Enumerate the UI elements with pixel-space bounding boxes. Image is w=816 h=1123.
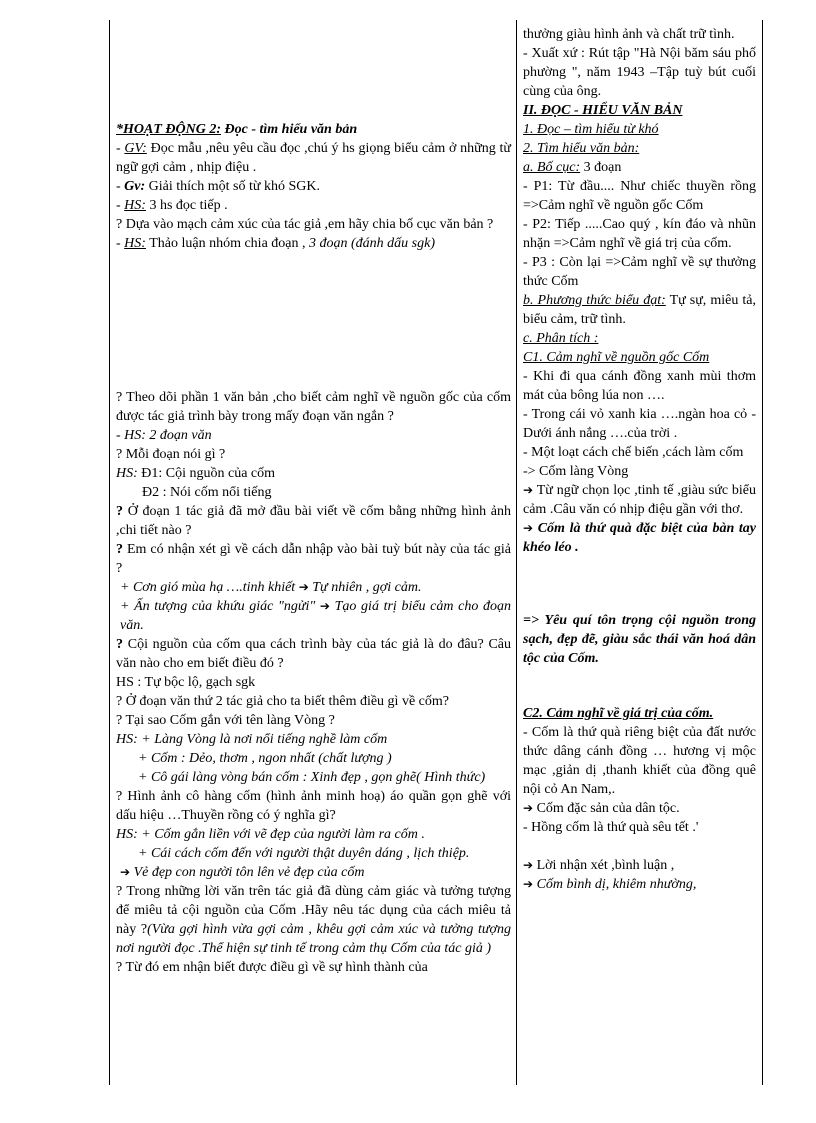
hs4-label: HS: (116, 466, 138, 481)
table-border-left (109, 20, 110, 1085)
question-7: ? Ở đoạn văn thứ 2 tác giả cho ta biết thêm điều gì về cốm? (116, 694, 449, 709)
right-line-7-text: Từ ngữ chọn lọc ,tinh tế ,giàu sức biểu cảm .Câu văn có nhịp điệu gần với thơ. (523, 483, 757, 517)
right-line-12-text: Lời nhận xét ,bình luận , (536, 858, 675, 873)
conclusion-1-text: Vẻ đẹp con người tôn lên vẻ đẹp của cốm (133, 865, 365, 880)
right-line-4: - Trong cái vỏ xanh kia ….ngàn hoa cỏ - Dưới ánh nắng ….của trời . (523, 407, 756, 441)
arrow-right-icon: ➔ (523, 483, 534, 497)
hs1-text: 3 hs đọc tiếp . (149, 198, 228, 213)
table-divider (516, 20, 517, 1085)
gv-line-1: - GV: Đọc mẫu ,nêu yêu cầu đọc ,chú ý hs giọng biểu cảm ở những từ ngữ gợi cảm , nhịp điệu . (116, 141, 511, 175)
arrow-right-icon: ➔ (523, 521, 534, 535)
right-line-13-text: Cốm bình dị, khiêm nhường, (536, 877, 697, 892)
lesson-table (109, 20, 763, 1085)
expression-label: b. Phương thức biểu đạt: (523, 293, 666, 308)
part-2: - P2: Tiếp .....Cao quý , kín đáo và nhũn nhặn =>Cảm nghĩ về giá trị của cốm. (523, 217, 756, 251)
structure-line (523, 158, 756, 177)
arrow-right-icon: ➔ (319, 599, 330, 613)
expression-text: Tự sự, miêu tả, biểu cảm, trữ tình. (523, 293, 757, 327)
hs2-label: HS: (124, 236, 146, 251)
activity-heading (116, 120, 511, 139)
question-10-text: ? Trong những lời văn trên tác giả đã dùng cảm giác và tưởng tượng để miêu tả cội nguồn của Cốm .Hãy nêu tác dụng của cách miêu tả này ? (116, 884, 511, 937)
arrow-right-icon: ➔ (120, 865, 131, 879)
question-11: ? Từ đó em nhận biết được điều gì về sự hình thành của (116, 960, 428, 975)
question-3: ? Mỗi đoạn nói gì ? (116, 447, 226, 462)
arrow-right-icon: ➔ (523, 877, 534, 891)
answer-5-1-left: + Cơn gió mùa hạ ….tinh khiết (120, 580, 296, 595)
hs-line-2: - HS: Thảo luận nhóm chia đoạn , 3 đoạn (đánh dấu sgk) (116, 236, 435, 251)
question-5 (116, 540, 511, 578)
hs-line-6-1: HS: + Làng Vòng là nơi nổi tiếng nghề làm cốm (116, 732, 388, 747)
question-9: ? Hình ảnh cô hàng cốm (hình ảnh minh hoạ) áo quần gọn ghẽ với dấu hiệu …Thuyền rồng có ý nghĩa gì? (116, 789, 511, 823)
arrow-right-icon: ➔ (523, 801, 534, 815)
hs-line-6-2: + Cốm : Dẻo, thơm , ngon nhất (chất lượng ) (138, 751, 392, 766)
question-10-italic: (Vừa gợi hình vừa gợi cảm , khêu gợi cảm xúc và tưởng tượng nơi người đọc .Thể hiện sự tinh tế trong cảm thụ Cốm của tác giả ) (116, 922, 511, 956)
gv2-label: Gv: (124, 179, 146, 194)
answer-5-2-right: Tạo giá trị biểu cảm cho đoạn văn. (120, 599, 512, 633)
summary-text: => Yêu quí tôn trọng cội nguồn trong sạch, đẹp đẽ, giàu sắc thái văn hoá dân tộc của Cốm. (523, 613, 756, 666)
part-1: - P1: Từ đầu.... Như chiếc thuyền rồng =>Cảm nghĩ về nguồn gốc Cốm (523, 179, 756, 213)
question-4-mark: ? (116, 504, 123, 519)
analysis-label: c. Phân tích : (523, 331, 599, 346)
question-1: ? Dựa vào mạch cảm xúc của tác giả ,em hãy chia bố cục văn bản ? (116, 217, 494, 232)
right-line-7 (523, 481, 756, 519)
activity-heading-text: Đọc - tìm hiểu văn bản (224, 122, 358, 137)
hs-line-7-1: HS: + Cốm gắn liền với vẽ đẹp của người làm ra cốm . (116, 827, 425, 842)
hs-line-1: - HS: 3 hs đọc tiếp . (116, 198, 228, 213)
right-column (523, 20, 756, 894)
question-5-mark: ? (116, 542, 123, 557)
right-line-13 (523, 875, 756, 894)
gv2-text: Giải thích một số từ khó SGK. (148, 179, 320, 194)
question-2: ? Theo dõi phần 1 văn bản ,cho biết cảm nghĩ về nguồn gốc của cốm được tác giả trình bày trong mấy đoạn văn ngắn ? (116, 390, 511, 424)
c2-heading: C2. Cảm nghĩ về giá trị của cốm. (523, 706, 714, 721)
right-line-1: thưởng giàu hình ảnh và chất trữ tình. (523, 27, 735, 42)
hs1-label: HS: (124, 198, 146, 213)
right-line-6: -> Cốm làng Vòng (523, 464, 629, 479)
right-line-8-text: Cốm là thứ quà đặc biệt của bàn tay khéo léo . (523, 521, 756, 555)
question-4-text: Ở đoạn 1 tác giả đã mở đầu bài viết về cốm bằng những hình ảnh ,chi tiết nào ? (116, 504, 511, 538)
c1-heading: C1. Cảm nghĩ về nguồn gốc Cốm (523, 350, 710, 365)
table-border-right (762, 20, 763, 1085)
activity-heading-prefix: *HOẠT ĐỘNG 2: (116, 122, 221, 137)
arrow-right-icon: ➔ (298, 580, 309, 594)
hs-line-6-3: + Cô gái làng vòng bán cốm : Xinh đẹp , gọn ghẽ( Hình thức) (138, 770, 486, 785)
hs-line-3: - HS: 2 đoạn văn (116, 428, 212, 443)
hs-line-4b: Đ2 : Nói cốm nổi tiếng (142, 485, 272, 500)
right-line-2: - Xuất xứ : Rút tập "Hà Nội băm sáu phố phường ", năm 1943 –Tập tuỳ bút cuối cùng của ông. (523, 46, 756, 99)
answer-5-1-right: Tự nhiên , gợi cảm. (312, 580, 422, 595)
expression-line (523, 291, 756, 329)
question-6-mark: ? (116, 637, 123, 652)
hs-line-7-2: + Cái cách cốm đến với người thật duyên dáng , lịch thiệp. (138, 846, 470, 861)
question-6 (116, 635, 511, 673)
section-heading-2: II. ĐỌC - HIỂU VĂN BẢN (523, 103, 683, 118)
right-line-10-text: Cốm đặc sản của dân tộc. (536, 801, 680, 816)
structure-text: 3 đoạn (583, 160, 622, 175)
answer-5-2-left: + Ấn tượng của khứu giác "ngửi" (120, 599, 316, 614)
hs4-text: Đ1: Cội nguồn của cốm (141, 466, 276, 481)
question-6-text: Cội nguồn của cốm qua cách trình bày của tác giả là do đâu? Câu văn nào cho em biết điều đó ? (116, 637, 512, 671)
question-8: ? Tại sao Cốm gắn với tên làng Vòng ? (116, 713, 335, 728)
gv-line-2: - Gv: Giải thích một số từ khó SGK. (116, 179, 320, 194)
right-line-10 (523, 799, 756, 818)
right-line-12 (523, 856, 756, 875)
part-3: - P3 : Còn lại =>Cảm nghĩ về sự thưởng thức Cốm (523, 255, 756, 289)
structure-label: a. Bố cục: (523, 160, 581, 175)
answer-5-2 (116, 597, 511, 635)
left-column (116, 20, 511, 977)
right-line-8 (523, 519, 756, 557)
right-line-3: - Khi đi qua cánh đồng xanh mùi thơm mát của bông lúa non …. (523, 369, 756, 403)
question-5-text: Em có nhận xét gì về cách dẫn nhập vào bài tuỳ bút này của tác giả ? (116, 542, 511, 576)
subheading-2-2: 2. Tìm hiểu văn bản: (523, 141, 640, 156)
hs2-italic: 3 đoạn (đánh dấu sgk) (309, 236, 435, 251)
gv-text: Đọc mẫu ,nêu yêu cầu đọc ,chú ý hs giọng biểu cảm ở những từ ngữ gợi cảm , nhịp điệu . (116, 141, 511, 175)
subheading-2-1: 1. Đọc – tìm hiểu từ khó (523, 122, 659, 137)
conclusion-1 (116, 863, 511, 882)
right-line-5: - Một loạt cách chế biến ,cách làm cốm (523, 445, 744, 460)
hs-line-5: HS : Tự bộc lộ, gạch sgk (116, 675, 256, 690)
answer-5-1 (116, 578, 511, 597)
question-4 (116, 502, 511, 540)
right-line-9: - Cốm là thứ quà riêng biệt của đất nước thức dâng cánh đồng … hương vị mộc mạc ,giản dị ,thanh khiết của đồng quê nội cỏ An Nam,. (523, 725, 756, 797)
gv-label: GV: (124, 141, 147, 156)
right-line-11: - Hồng cốm là thứ quà sêu tết .' (523, 820, 699, 835)
hs2-text: Thảo luận nhóm chia đoạn , (149, 236, 306, 251)
hs-line-4 (116, 464, 511, 483)
arrow-right-icon: ➔ (523, 858, 534, 872)
question-10 (116, 882, 511, 958)
